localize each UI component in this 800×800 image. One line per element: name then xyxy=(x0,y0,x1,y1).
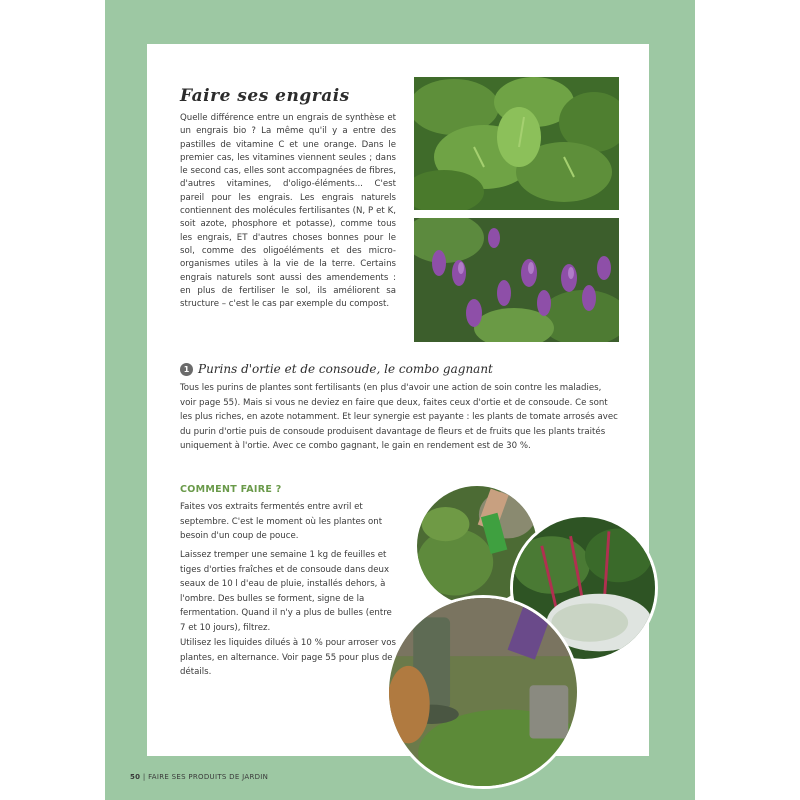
section-number-badge: 1 xyxy=(180,363,193,376)
page-footer xyxy=(130,773,268,781)
how-to-paragraph-2: Laissez tremper une semaine 1 kg de feuilles et tiges d'orties fraîches et de consoude dans deux seaux de 10 l d'eau de pluie, installés dehors, à l'ombre. Des bulles se forment, signe de la fermentation. Quand il n'y a plus de bulles (entre 7 et 10 jours), filtrez. xyxy=(180,550,392,633)
nettle-photo xyxy=(414,77,619,210)
comfrey-photo xyxy=(414,218,619,342)
how-to-paragraph-1: Faites vos extraits fermentés entre avril et septembre. C'est le moment où les plantes ont besoin d'un coup de pouce. xyxy=(180,502,383,542)
section-heading xyxy=(180,362,493,376)
watering-can-photo xyxy=(386,595,580,789)
intro-paragraph: Quelle différence entre un engrais de synthèse et un engrais bio ? La même qu'il y a entre des pastilles de vitamine C et une orange. Dans le premier cas, les vitamines viennent seules ; dans le second cas, elles sont accompagnées de fibres, d'autres vitamines, d'oligo-éléments... C'est pareil pour les engrais. Les engrais naturels contiennent des molécules fertilisantes (N, P et K, soit azote, phosphore et potasse), comme tous les engrais, ET d'autres choses bonnes pour le sol, comme des oligoéléments et des micro-organismes utiles à la vie de la terre. Certains engrais naturels sont aussi des amendements : en plus de fertiliser le sol, ils améliorent sa structure – c'est le cas par exemple du compost. xyxy=(180,113,396,310)
section-body: Tous les purins de plantes sont fertilisants (en plus d'avoir une action de soin contre les maladies, voir page 55). Mais si vous ne deviez en faire que deux, faites ceux d'ortie et de consoude. Ce sont les plus riches, en azote notamment. Et leur synergie est payante : les plants de tomate arrosés avec du purin d'ortie puis de consoude produisent davantage de fleurs et de fruits que les plants traités uniquement à l'ortie. Avec ce combo gagnant, le gain en rendement est de 30 %. xyxy=(180,383,618,452)
section-title: Purins d'ortie et de consoude, le combo gagnant xyxy=(198,362,493,376)
page-number: 50 xyxy=(130,773,141,781)
article-title: Faire ses engrais xyxy=(180,86,350,106)
footer-separator: | xyxy=(142,773,146,781)
how-to-paragraph-3: Utilisez les liquides dilués à 10 % pour arroser vos plantes, en alternance. Voir page 55 pour plus de détails. xyxy=(180,638,396,678)
how-to-title: COMMENT FAIRE ? xyxy=(180,484,282,495)
book-title: FAIRE SES PRODUITS DE JARDIN xyxy=(148,773,269,781)
